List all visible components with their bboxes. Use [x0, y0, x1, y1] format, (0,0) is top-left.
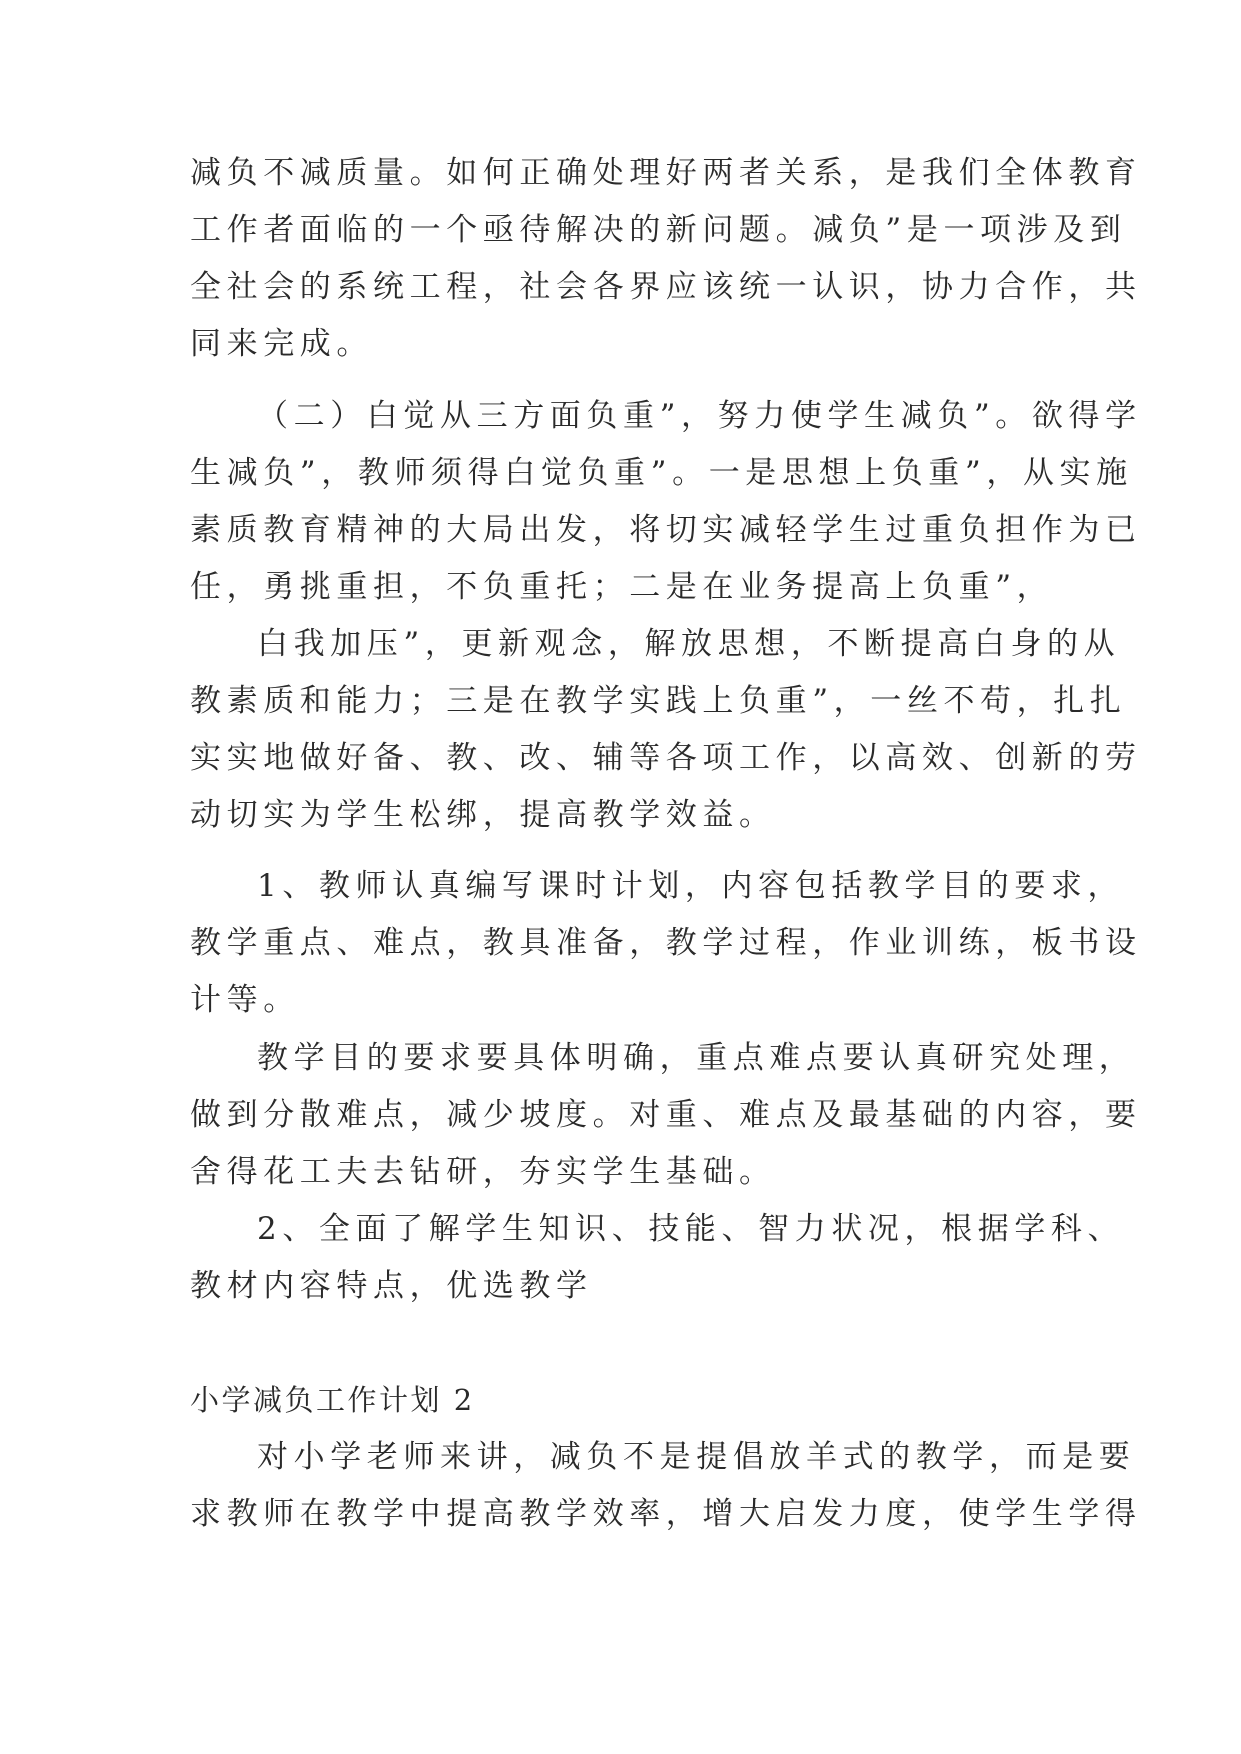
paragraph-line: 对小学老师来讲，减负不是提倡放羊式的教学，而是要: [257, 1439, 1136, 1475]
paragraph-line: 实实地做好备、教、改、辅等各项工作，以高效、创新的劳: [190, 740, 1142, 776]
paragraph-line: 计等。: [190, 982, 300, 1018]
paragraph-line: 求教师在教学中提高教学效率，增大启发力度，使学生学得: [190, 1496, 1142, 1532]
paragraph-line: 2、全面了解学生知识、技能、智力状况，根据学科、: [257, 1211, 1125, 1247]
section-heading: 小学减负工作计划 2: [190, 1383, 475, 1417]
paragraph-line: 教学重点、难点，教具准备，教学过程，作业训练，板书设: [190, 925, 1142, 961]
paragraph-line: 工作者面临的一个亟待解决的新问题。减负”是一项涉及到: [190, 212, 1127, 248]
paragraph-line: 任，勇挑重担，不负重托；二是在业务提高上负重”，: [190, 569, 1054, 605]
paragraph-line: 舍得花工夫去钻研，夯实学生基础。: [190, 1154, 776, 1190]
paragraph-line: 全社会的系统工程，社会各界应该统一认识，协力合作，共: [190, 269, 1142, 305]
paragraph-line: 教素质和能力；三是在教学实践上负重”，一丝不苟，扎扎: [190, 683, 1127, 719]
paragraph-line: 做到分散难点，减少坡度。对重、难点及最基础的内容，要: [190, 1097, 1142, 1133]
paragraph-line: 教学目的要求要具体明确，重点难点要认真研究处理，: [257, 1040, 1136, 1076]
paragraph-line: 同来完成。: [190, 326, 373, 362]
paragraph-line: 1、教师认真编写课时计划，内容包括教学目的要求，: [257, 868, 1125, 904]
paragraph-line: 素质教育精神的大局出发，将切实减轻学生过重负担作为已: [190, 512, 1142, 548]
paragraph-line: 动切实为学生松绑，提高教学效益。: [190, 797, 776, 833]
paragraph-line: 教材内容特点，优选教学: [190, 1268, 593, 1304]
paragraph-line: 生减负”，教师须得白觉负重”。一是思想上负重”，从实施: [190, 455, 1133, 491]
paragraph-line: 减负不减质量。如何正确处理好两者关系，是我们全体教育: [190, 155, 1142, 191]
paragraph-line: 白我加压”，更新观念，解放思想，不断提高白身的从: [257, 626, 1121, 662]
paragraph-line: （二）白觉从三方面负重”，努力使学生减负”。欲得学: [257, 398, 1142, 434]
